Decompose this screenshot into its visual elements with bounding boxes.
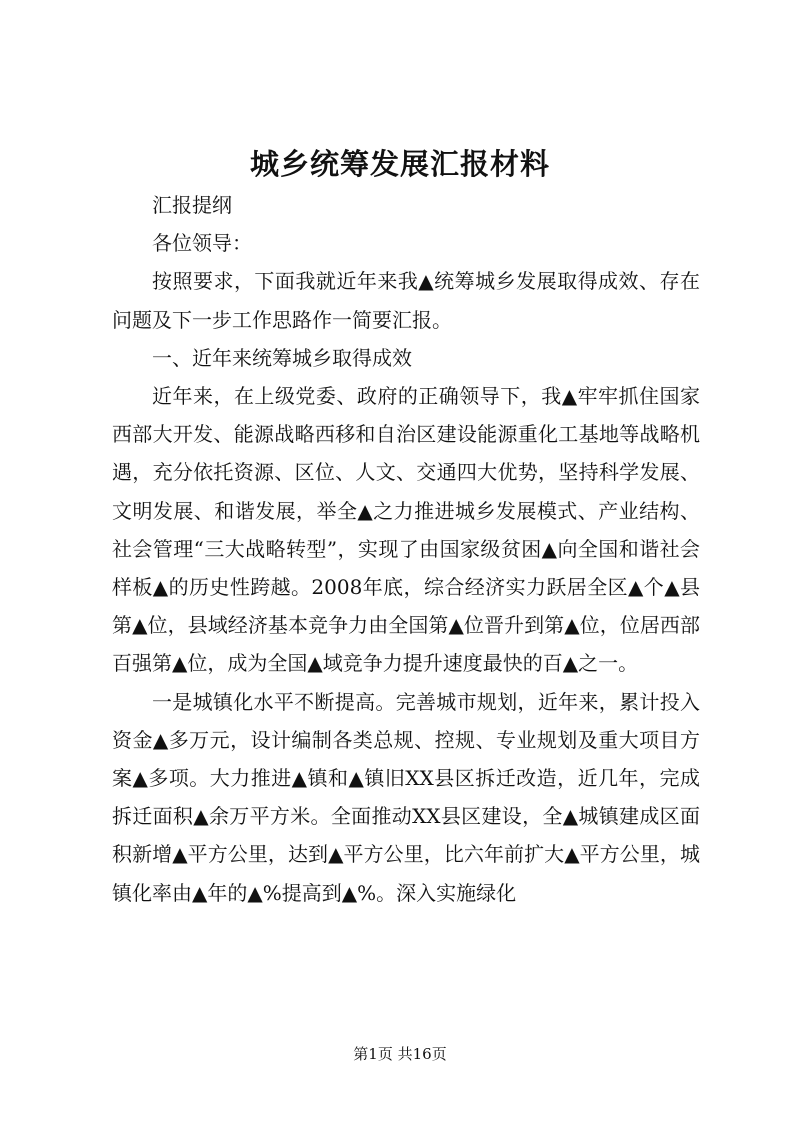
paragraph-outline: 汇报提纲 <box>152 193 232 217</box>
paragraph-urbanization: 一是城镇化水平不断提高。完善城市规划，近年来，累计投入资金▲多万元，设计编制各类总规、控规、专业规划及重大项目方案▲多项。大力推进▲镇和▲镇旧XX县区拆迁改造，近几年，完成拆迁面积▲余万平方米。全面推动XX县区建设，全▲城镇建成区面积新增▲平方公里，达到▲平方公里，比六年前扩大▲平方公里，城镇化率由▲年的▲%提高到▲%。深入实施绿化 <box>112 689 700 905</box>
section-heading-1: 一、近年来统筹城乡取得成效 <box>152 345 412 370</box>
paragraph-achievements: 近年来，在上级党委、政府的正确领导下，我▲牢牢抓住国家西部大开发、能源战略西移和自治区建设能源重化工基地等战略机遇，充分依托资源、区位、人文、交通四大优势，坚持科学发展、文明发展、和谐发展，举全▲之力推进城乡发展模式、产业结构、社会管理“三大战略转型”，实现了由国家级贫困▲向全国和谐社会样板▲的历史性跨越。2008年底，综合经济实力跃居全区▲个▲县第▲位，县域经济基本竞争力由全国第▲位晋升到第▲位，位居西部百强第▲位，成为全国▲域竞争力提升速度最快的百▲之一。 <box>112 384 700 676</box>
paragraph-salutation: 各位领导： <box>152 231 252 256</box>
document-title: 城乡统筹发展汇报材料 <box>249 147 550 181</box>
paragraph-intro: 按照要求，下面我就近年来我▲统筹城乡发展取得成效、存在问题及下一步工作思路作一简要汇报。 <box>112 269 700 332</box>
document-body <box>112 186 700 912</box>
page-footer: 第1页 共16页 <box>353 1045 447 1063</box>
